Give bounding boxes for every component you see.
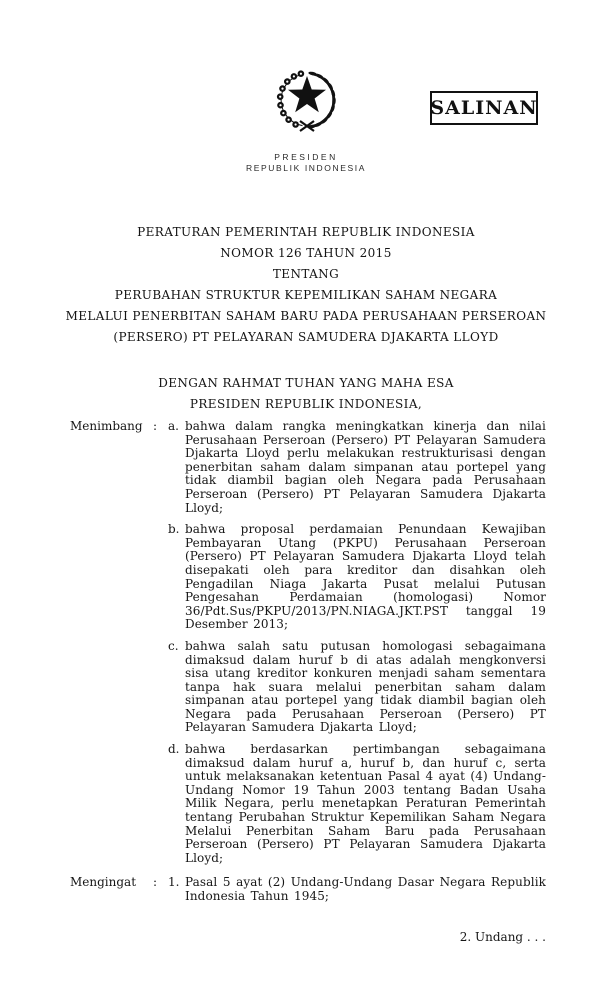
- menimbang-section: [70, 420, 546, 865]
- mengingat-label: Mengingat: [70, 875, 137, 890]
- salinan-stamp-label: SALINAN: [430, 97, 538, 119]
- mengingat-items: [168, 876, 546, 903]
- item-text: bahwa salah satu putusan homologasi sebagaimana dimaksud dalam huruf b di atas adalah mengkonversi sisa utang kreditor konkuren menjadi saham sementara tanpa hak suara melalui penerbitan saham dalam simpanan atau portepel yang tidak diambil bagian oleh Negara pada Perusahaan Perseroan (Persero) PT Pelayaran Samudera Djakarta Lloyd;: [185, 638, 546, 735]
- title-line-number: NOMOR 126 TAHUN 2015: [220, 246, 392, 260]
- item-number: 1.: [168, 875, 180, 890]
- presidential-seal-svg: [267, 60, 347, 146]
- menimbang-item-b: [168, 523, 546, 632]
- item-text: Pasal 5 ayat (2) Undang-Undang Dasar Negara Republik Indonesia Tahun 1945;: [185, 875, 546, 903]
- title-line-subject-2: MELALUI PENERBITAN SAHAM BARU PADA PERUSAHAAN PERSEROAN: [65, 309, 547, 323]
- presidential-seal-icon: [267, 60, 347, 146]
- mengingat-item-1: [168, 876, 546, 903]
- item-letter: d.: [168, 742, 180, 757]
- title-line-subject-1: PERUBAHAN STRUKTUR KEPEMILIKAN SAHAM NEGARA: [114, 288, 498, 302]
- item-text: bahwa proposal perdamaian Penundaan Kewajiban Pembayaran Utang (PKPU) Perusahaan Perseroan (Persero) PT Pelayaran Samudera Djakarta Lloyd telah disepakati oleh para kreditor dan disahkan oleh Pengadilan Niaga Jakarta Pusat melalui Putusan Pengesahan Perdamaian (homologasi) Nomor 36/Pdt.Sus/PKPU/2013/PN.NIAGA.JKT.PST tanggal 19 Desember 2013;: [185, 522, 546, 632]
- menimbang-item-d: [168, 743, 546, 865]
- item-letter: c.: [168, 638, 179, 653]
- title-line-regulation: PERATURAN PEMERINTAH REPUBLIK INDONESIA: [137, 225, 475, 239]
- star-icon: [288, 76, 326, 112]
- page-catchword: 2. Undang . . .: [459, 929, 546, 944]
- title-line-tentang: TENTANG: [272, 267, 340, 281]
- mengingat-section: [70, 876, 546, 903]
- letterhead: [0, 152, 612, 174]
- mengingat-colon: :: [153, 875, 158, 890]
- letterhead-presiden: PRESIDEN: [274, 152, 338, 162]
- item-letter: a.: [168, 419, 179, 433]
- item-text: bahwa dalam rangka meningkatkan kinerja dan nilai Perusahaan Perseroan (Persero) PT Pelayaran Samudera Djakarta Lloyd perlu melakukan restrukturisasi dengan penerbitan saham dalam simpanan atau portepel yang tidak diambil bagian oleh Negara pada Perusahaan Perseroan (Persero) PT Pelayaran Samudera Djakarta Lloyd;: [185, 419, 546, 515]
- preamble-line-2: PRESIDEN REPUBLIK INDONESIA,: [189, 397, 423, 411]
- title-line-subject-3: (PERSERO) PT PELAYARAN SAMUDERA DJAKARTA LLOYD: [113, 330, 499, 344]
- menimbang-item-a: [168, 420, 546, 515]
- document-body: [70, 420, 546, 944]
- item-text: bahwa berdasarkan pertimbangan sebagaimana dimaksud dalam huruf a, huruf b, dan huruf c, serta untuk melaksanakan ketentuan Pasal 4 ayat (4) Undang-Undang Nomor 19 Tahun 2003 tentang Badan Usaha Milik Negara, perlu menetapkan Peraturan Pemerintah tentang Perubahan Struktur Kepemilikan Saham Negara Melalui Penerbitan Saham Baru pada Perusahaan Perseroan (Persero) PT Pelayaran Samudera Djakarta Lloyd;: [185, 742, 546, 865]
- salinan-stamp: [430, 91, 538, 125]
- preamble: [0, 373, 612, 415]
- regulation-title: [0, 222, 612, 348]
- item-letter: b.: [168, 522, 180, 537]
- menimbang-items: [168, 420, 546, 865]
- letterhead-republik-indonesia: REPUBLIK INDONESIA: [246, 163, 366, 173]
- menimbang-colon: :: [153, 419, 158, 433]
- menimbang-label: Menimbang: [70, 419, 143, 433]
- preamble-line-1: DENGAN RAHMAT TUHAN YANG MAHA ESA: [158, 376, 454, 390]
- menimbang-item-c: [168, 640, 546, 735]
